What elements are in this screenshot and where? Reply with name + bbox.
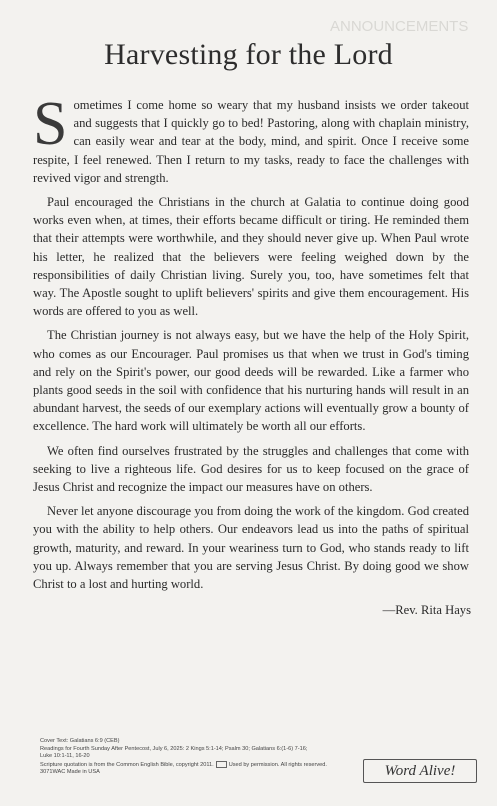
ceb-logo-icon [216,761,227,768]
paragraph-5: Never let anyone discourage you from doing the work of the kingdom. God created you with the ability to help others. Our endeavors lead us into the paths of spiritual growth, maturity, and reward. In your weariness turn to God, who stands ready to lift you up. Always remember that you are serving Jesus Christ. By doing good we show Christ to a lost and hurting world. [33,504,469,592]
drop-cap: S [33,90,68,158]
paragraph-4: We often find ourselves frustrated by the struggles and challenges that come with seeking to live a righteous life. God desires for us to keep focused on the grace of Jesus Christ and recognize the impact our measures have on others. [33,443,469,495]
article-body [33,90,469,599]
readings-line-2: Luke 10:1-11, 16-20 [40,753,90,760]
show-through: ANNOUNCEMENTS [330,18,469,35]
paragraph-1-text: ometimes I come home so weary that my husband insists we order takeout and suggests that I quickly go to bed! Pastoring, along with chaplain ministry, can easily wear and tear at the body, mind, and spirit. Once I receive some respite, I feel renewed. Then I return to my tasks, ready to face the challenges with revived vigor and strength. [33,98,469,185]
readings-line-1: Readings for Fourth Sunday After Pentecost, July 6, 2025: 2 Kings 5:1-14; Psalm 30; Galatians 6:(1-6) 7-16; [40,745,308,752]
page-title: Harvesting for the Lord [104,38,393,71]
scripture-credit: Scripture quotation is from the Common English Bible, copyright 2011. Used by permission. All rights reserved. [40,761,327,768]
paragraph-2: Paul encouraged the Christians in the church at Galatia to continue doing good works even when, at times, their efforts became difficult or tiring. He reminded them that their attempts were worthwhile, and they should never give up. When Paul wrote his letter, he realized that the believers were feeling weighed down by the responsibilities of daily Christian living. Surely you, too, have sometimes felt that way. The Apostle sought to uplift believers' spirits and give them encouragement. His words are offered to you as well. [33,195,469,319]
paragraph-3: The Christian journey is not always easy, but we have the help of the Holy Spirit, who comes as our Encourager. Paul promises us that when we trust in God's timing and rely on the Spirit's power, our good deeds will be rewarded. Like a farmer who plants good seeds in the soil with confidence that his nurturing hands will result in an abundant harvest, the seeds of our exemplary actions will eventually grow a bounty of excellence. The hard work will ultimately be worth all our efforts. [33,328,469,434]
word-alive-logo: Word Alive! [363,759,477,783]
author-signature: —Rev. Rita Hays [382,603,471,617]
cover-text: Cover Text: Galatians 6:9 (CEB) [40,738,120,744]
footer-credits [40,738,370,777]
product-code: 3071WAC Made in USA [40,769,100,776]
paragraph-1 [33,90,469,187]
